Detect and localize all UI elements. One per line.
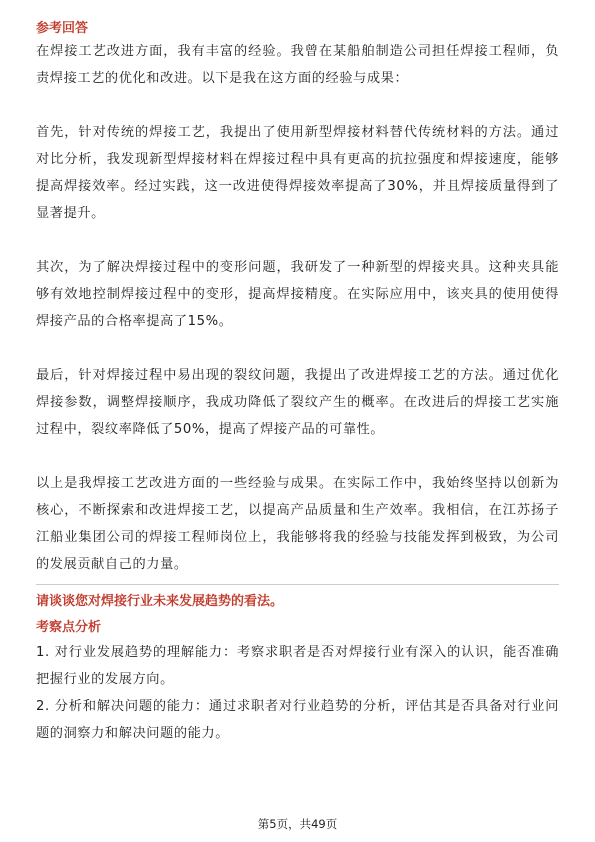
page-footer: 第5页，共49页 bbox=[257, 817, 338, 831]
answer-paragraph-third: 最后，针对焊接过程中易出现的裂纹问题，我提出了改进焊接工艺的方法。通过优化焊接参数，调整焊接顺序，我成功降低了裂纹产生的概率。在改进后的焊接工艺实施过程中，裂纹率降低了50%，提高了焊接产品的可靠性。 bbox=[36, 368, 559, 437]
document-page bbox=[36, 20, 559, 747]
next-question: 请谈谈您对焊接行业未来发展趋势的看法。 bbox=[36, 594, 284, 609]
answer-paragraph-intro: 在焊接工艺改进方面，我有丰富的经验。我曾在某船舶制造公司担任焊接工程师，负责焊接工艺的优化和改进。以下是我在这方面的经验与成果： bbox=[36, 44, 559, 86]
paragraph-gap bbox=[36, 335, 559, 362]
analysis-heading: 考察点分析 bbox=[36, 620, 102, 635]
answer-paragraph-summary: 以上是我焊接工艺改进方面的一些经验与成果。在实际工作中，我始终坚持以创新为核心，不断探索和改进焊接工艺，以提高产品质量和生产效率。我相信，在江苏扬子江船业集团公司的焊接工程师岗位上，我能够将我的经验与技能发挥到极致，为公司的发展贡献自己的力量。 bbox=[36, 476, 559, 572]
answer-paragraph-second: 其次，为了解决焊接过程中的变形问题，我研发了一种新型的焊接夹具。这种夹具能够有效地控制焊接过程中的变形，提高焊接精度。在实际应用中，该夹具的使用使得焊接产品的合格率提高了15%。 bbox=[36, 260, 559, 329]
paragraph-gap bbox=[36, 443, 559, 470]
paragraph-gap bbox=[36, 227, 559, 254]
paragraph-gap bbox=[36, 92, 559, 119]
analysis-point-2: 2. 分析和解决问题的能力：通过求职者对行业趋势的分析，评估其是否具备对行业问题的洞察力和解决问题的能力。 bbox=[36, 699, 559, 741]
answer-heading: 参考回答 bbox=[36, 21, 89, 36]
analysis-point-1: 1. 对行业发展趋势的理解能力：考察求职者是否对焊接行业有深入的认识，能否准确把握行业的发展方向。 bbox=[36, 645, 559, 687]
answer-paragraph-first: 首先，针对传统的焊接工艺，我提出了使用新型焊接材料替代传统材料的方法。通过对比分析，我发现新型焊接材料在焊接过程中具有更高的抗拉强度和焊接速度，能够提高焊接效率。经过实践，这一改进使得焊接效率提高了30%，并且焊接质量得到了显著提升。 bbox=[36, 125, 559, 221]
